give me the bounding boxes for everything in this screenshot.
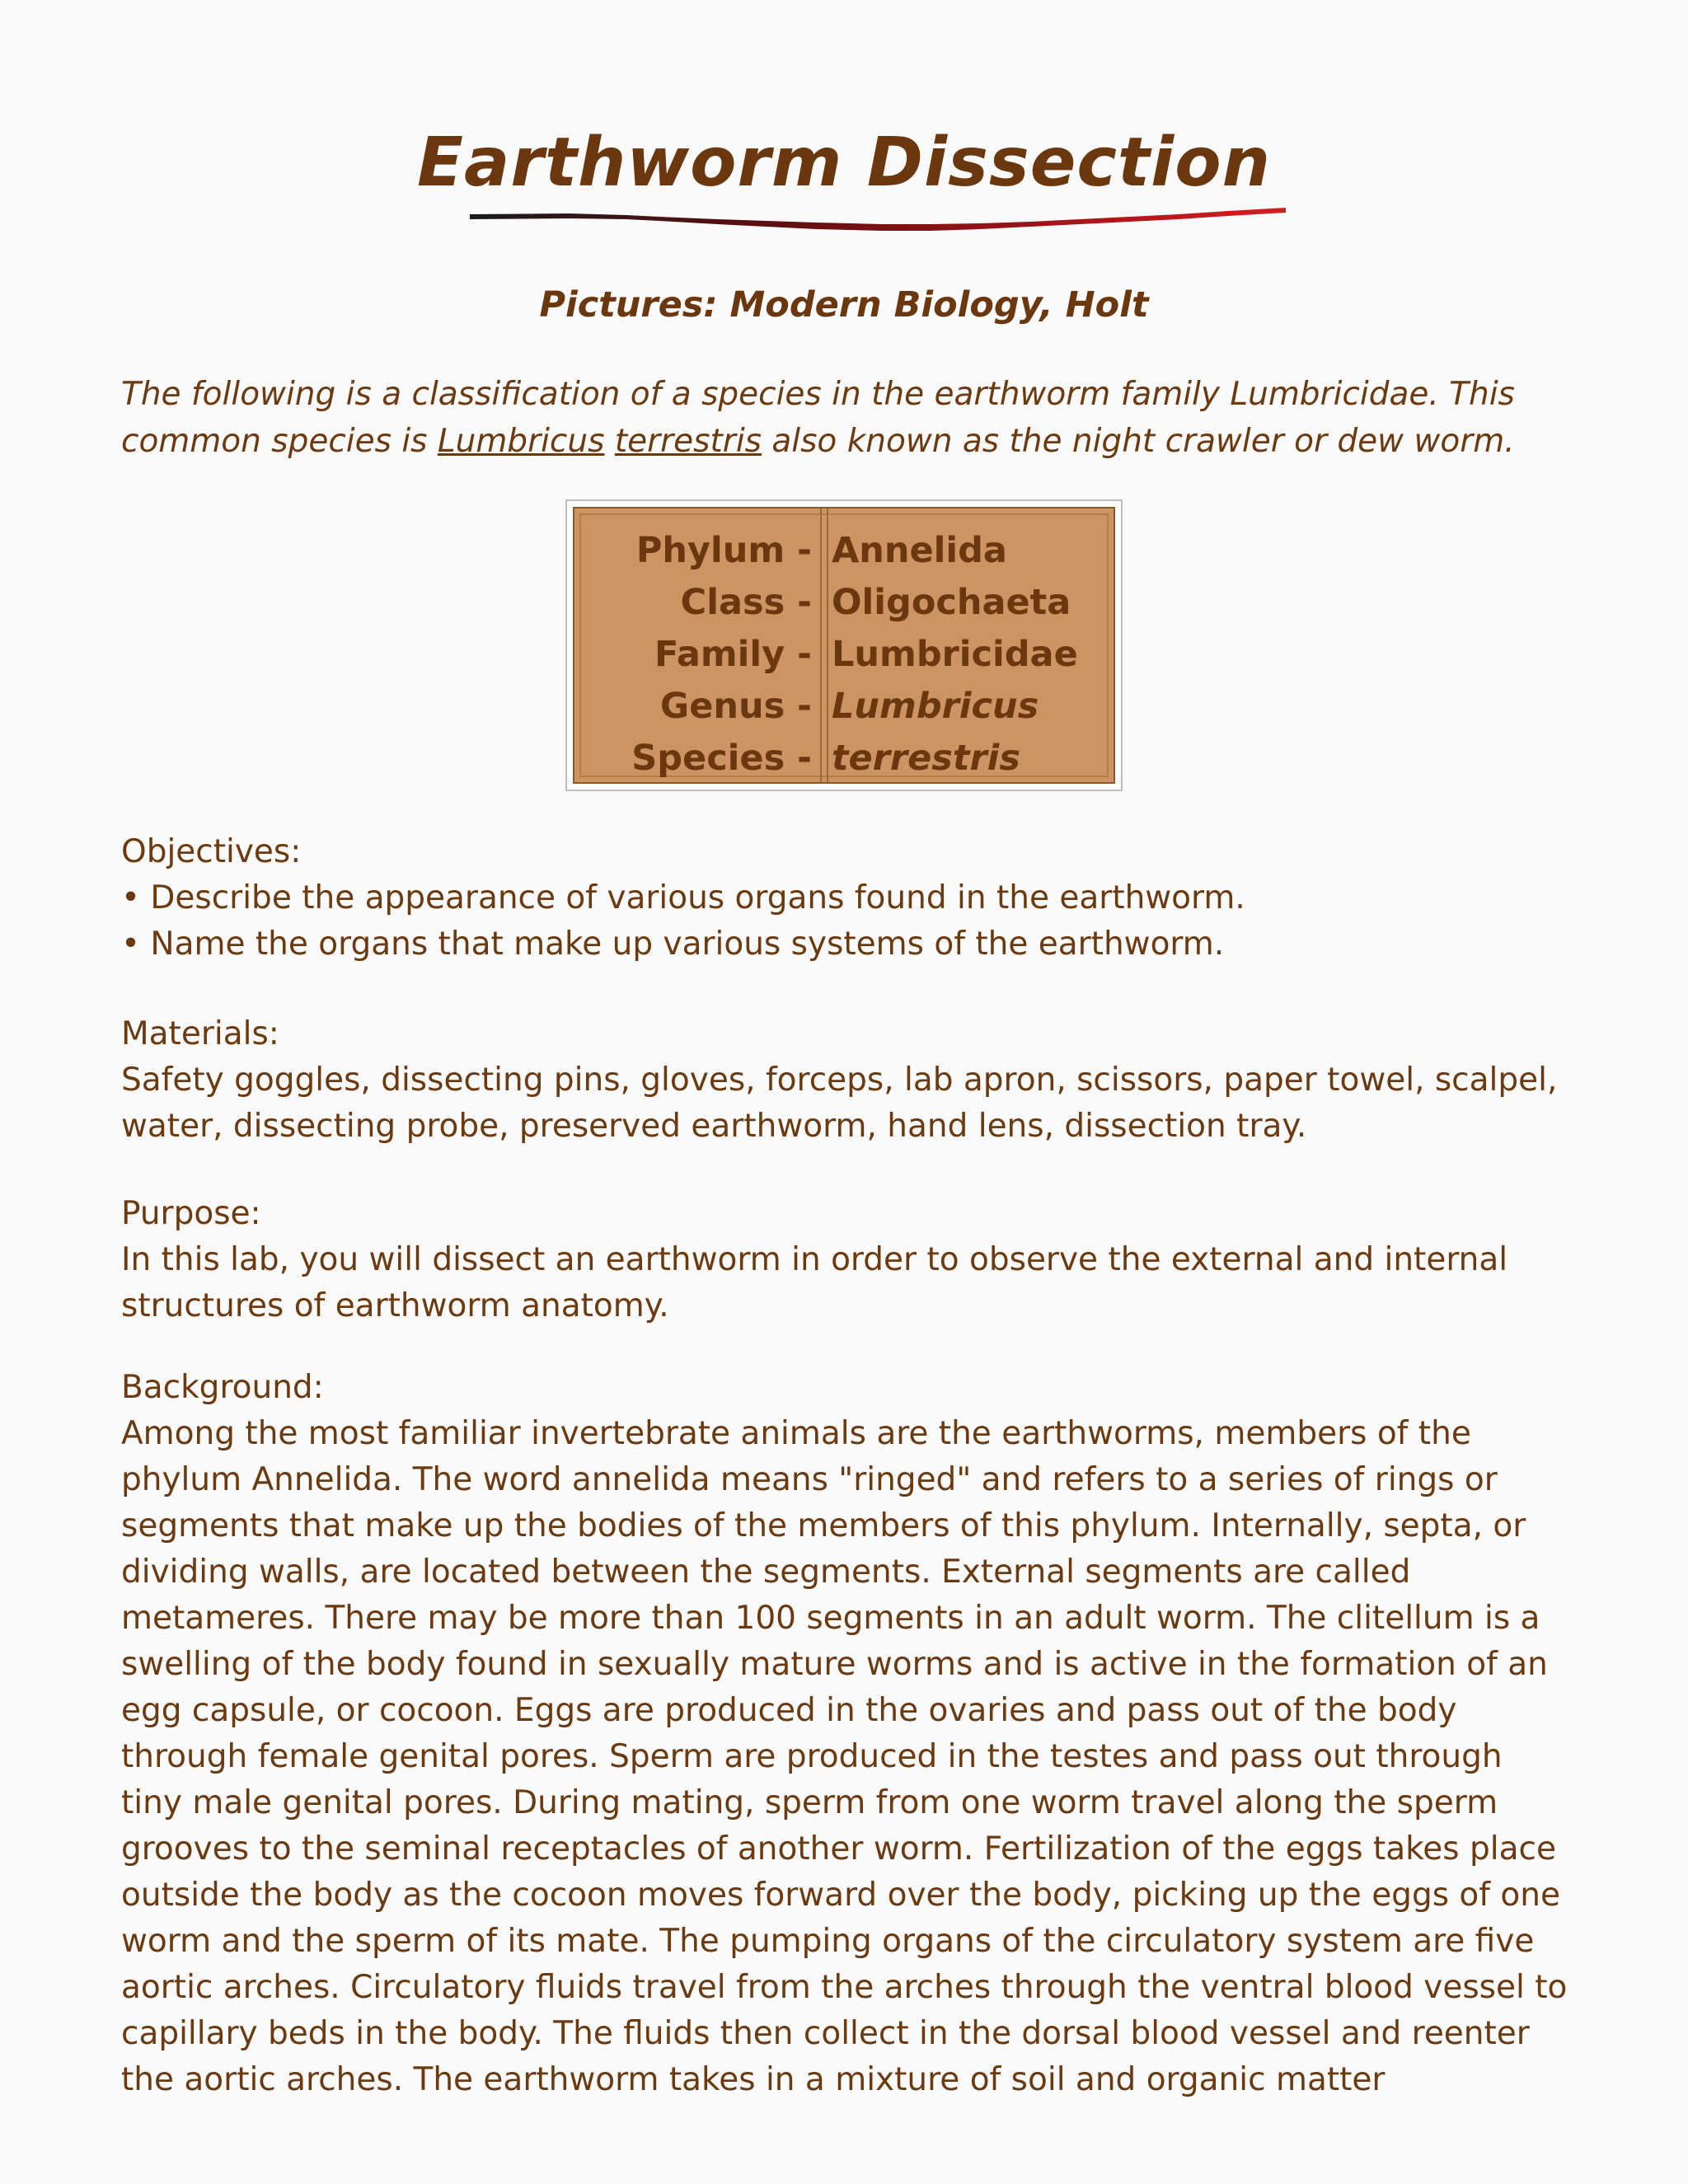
- intro-text-part2: also known as the night crawler or dew worm.: [761, 423, 1515, 460]
- page-title: Earthworm Dissection: [417, 124, 1271, 202]
- taxon-column: [832, 525, 1112, 785]
- objectives-section: [121, 829, 1572, 968]
- subtitle: Pictures: Modern Biology, Holt: [539, 284, 1149, 326]
- rank-class: Class -: [680, 582, 812, 623]
- rank-column: [574, 525, 812, 785]
- rank-family: Family -: [654, 634, 812, 675]
- background-heading: Background:: [121, 1369, 324, 1406]
- purpose-section: [121, 1191, 1572, 1329]
- intro-species: terrestris: [614, 423, 762, 460]
- rank-species: Species -: [631, 738, 812, 779]
- rank-phylum: Phylum -: [635, 530, 812, 571]
- intro-space: [604, 423, 614, 460]
- taxon-class: Oligochaeta: [832, 582, 1071, 623]
- background-text: Among the most familiar invertebrate animals are the earthworms, members of the phylum Annelida. The word annelida means "ringed" and refers to a series of rings or segments that make up the bodies of the members of this phylum. Internally, septa, or dividing walls, are located between the segments. External segments are called metameres. There may be more than 100 segments in an adult worm. The clitellum is a swelling of the body found in sexually mature worms and is active in the formation of an egg capsule, or cocoon. Eggs are produced in the ovaries and pass out of the body through female genital pores. Sperm are produced in the testes and pass out through tiny male genital pores. During mating, sperm from one worm travel along the sperm grooves to the seminal receptacles of another worm. Fertilization of the eggs takes place outside the body as the cocoon moves forward over the body, picking up the eggs of one worm and the sperm of its mate. The pumping organs of the circulatory system are five aortic arches. Circulatory fluids travel from the arches through the ventral blood vessel to capillary beds in the body. The fluids then collect in the dorsal blood vessel and reenter the aortic arches. The earthworm takes in a mixture of soil and organic matter: [121, 1415, 1568, 2098]
- materials-heading: Materials:: [121, 1015, 279, 1052]
- intro-genus: Lumbricus: [437, 423, 605, 460]
- taxon-genus: Lumbricus: [832, 686, 1039, 727]
- classification-column-divider: [820, 509, 828, 782]
- intro-text-part1: The following is a classification of a species in the earthworm family Lumbricidae. This common species is: [121, 376, 1515, 460]
- intro-paragraph: [121, 371, 1588, 465]
- objectives-heading: Objectives:: [121, 833, 302, 870]
- title-underline-decoration: [470, 206, 1286, 239]
- classification-table: [565, 499, 1123, 791]
- purpose-text: In this lab, you will dissect an earthworm in order to observe the external and internal structures of earthworm anatomy.: [121, 1241, 1508, 1324]
- rank-genus: Genus -: [659, 686, 812, 727]
- objective-item: • Describe the appearance of various organs found in the earthworm.: [121, 879, 1245, 916]
- classification-table-body: [573, 507, 1115, 784]
- taxon-phylum: Annelida: [832, 530, 1007, 571]
- taxon-species: terrestris: [832, 738, 1020, 779]
- materials-text: Safety goggles, dissecting pins, gloves, forceps, lab apron, scissors, paper towel, scalpel, water, dissecting probe, preserved earthworm, hand lens, dissection tray.: [121, 1062, 1558, 1145]
- objective-item: • Name the organs that make up various systems of the earthworm.: [121, 926, 1225, 963]
- background-section: [121, 1365, 1572, 2103]
- taxon-family: Lumbricidae: [832, 634, 1078, 675]
- materials-section: [121, 1011, 1572, 1150]
- purpose-heading: Purpose:: [121, 1195, 261, 1232]
